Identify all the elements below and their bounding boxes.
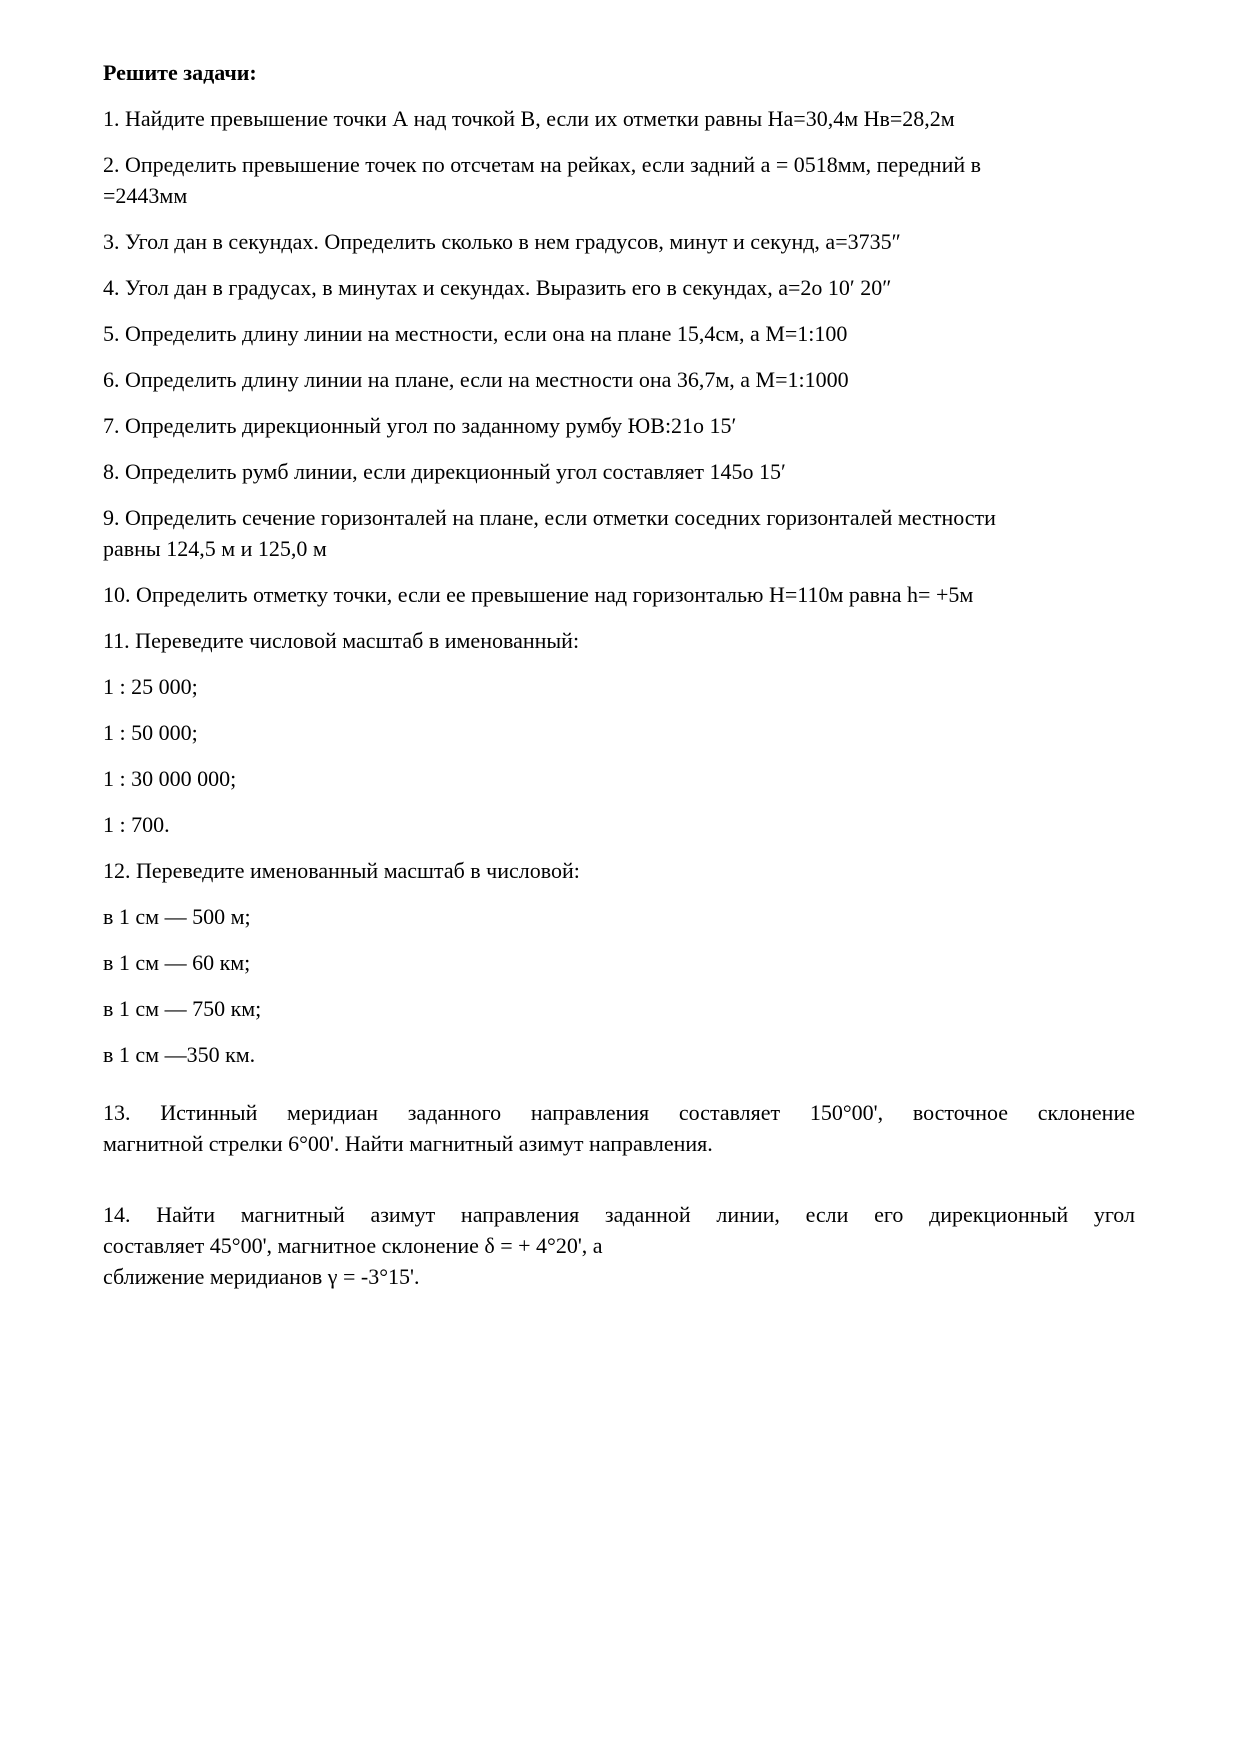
task-1-text: 1. Найдите превышение точки А над точкой В, если их отметки равны На=30,4м Нв=28,2м	[103, 106, 955, 131]
task-7-text: 7. Определить дирекционный угол по заданному румбу ЮВ:21о 15′	[103, 413, 737, 438]
scale-numeric-1	[103, 671, 1135, 702]
task-2-text-line-2: =2443мм	[103, 183, 188, 208]
scale-named-1-text: в 1 см — 500 м;	[103, 904, 251, 929]
task-6-text: 6. Определить длину линии на плане, если на местности она 36,7м, а М=1:1000	[103, 367, 849, 392]
task-2	[103, 149, 1135, 211]
task-3-text: 3. Угол дан в секундах. Определить сколько в нем градусов, минут и секунд, а=3735″	[103, 229, 901, 254]
task-8	[103, 456, 1135, 487]
task-13-text-line-1: 13. Истинный меридиан заданного направления составляет 150°00', восточное склонение	[103, 1100, 1135, 1125]
scale-named-2	[103, 947, 1135, 978]
task-6	[103, 364, 1135, 395]
scale-numeric-3	[103, 763, 1135, 794]
task-3	[103, 226, 1135, 257]
scale-named-4	[103, 1039, 1135, 1070]
task-9-text-line-1: 9. Определить сечение горизонталей на плане, если отметки соседних горизонталей местности	[103, 505, 996, 530]
scale-numeric-3-text: 1 : 30 000 000;	[103, 766, 237, 791]
task-12-text: 12. Переведите именованный масштаб в числовой:	[103, 858, 580, 883]
task-9	[103, 502, 1135, 564]
scale-numeric-1-text: 1 : 25 000;	[103, 674, 198, 699]
task-5-text: 5. Определить длину линии на местности, если она на плане 15,4см, а М=1:100	[103, 321, 848, 346]
task-11	[103, 625, 1135, 656]
scale-named-4-text: в 1 см —350 км.	[103, 1042, 256, 1067]
task-11-text: 11. Переведите числовой масштаб в именованный:	[103, 628, 580, 653]
task-2-text-line-1: 2. Определить превышение точек по отсчетам на рейках, если задний а = 0518мм, передний в	[103, 152, 982, 177]
task-5	[103, 318, 1135, 349]
task-1	[103, 103, 1135, 134]
task-4	[103, 272, 1135, 303]
scale-named-3-text: в 1 см — 750 км;	[103, 996, 262, 1021]
task-14-text-line-2: составляет 45°00', магнитное склонение δ = + 4°20', а	[103, 1233, 603, 1258]
task-4-text: 4. Угол дан в градусах, в минутах и секундах. Выразить его в секундах, а=2о 10′ 20″	[103, 275, 892, 300]
task-14	[103, 1199, 1135, 1292]
task-7	[103, 410, 1135, 441]
task-14-text-line-3: сближение меридианов γ = -3°15'.	[103, 1264, 420, 1289]
scale-named-2-text: в 1 см — 60 км;	[103, 950, 251, 975]
task-9-text-line-2: равны 124,5 м и 125,0 м	[103, 536, 327, 561]
task-13-text-line-2: магнитной стрелки 6°00'. Найти магнитный азимут направления.	[103, 1131, 713, 1156]
task-13	[103, 1097, 1135, 1159]
document-content	[103, 57, 1135, 1307]
scale-named-3	[103, 993, 1135, 1024]
scale-numeric-4	[103, 809, 1135, 840]
scale-named-1	[103, 901, 1135, 932]
scale-numeric-2	[103, 717, 1135, 748]
task-14-text-line-1: 14. Найти магнитный азимут направления заданной линии, если его дирекционный угол	[103, 1202, 1135, 1227]
scale-numeric-2-text: 1 : 50 000;	[103, 720, 198, 745]
task-8-text: 8. Определить румб линии, если дирекционный угол составляет 145о 15′	[103, 459, 786, 484]
task-12	[103, 855, 1135, 886]
task-10	[103, 579, 1135, 610]
task-10-text: 10. Определить отметку точки, если ее превышение над горизонталью Н=110м равна h= +5м	[103, 582, 974, 607]
scale-numeric-4-text: 1 : 700.	[103, 812, 170, 837]
document-title: Решите задачи:	[103, 60, 257, 85]
